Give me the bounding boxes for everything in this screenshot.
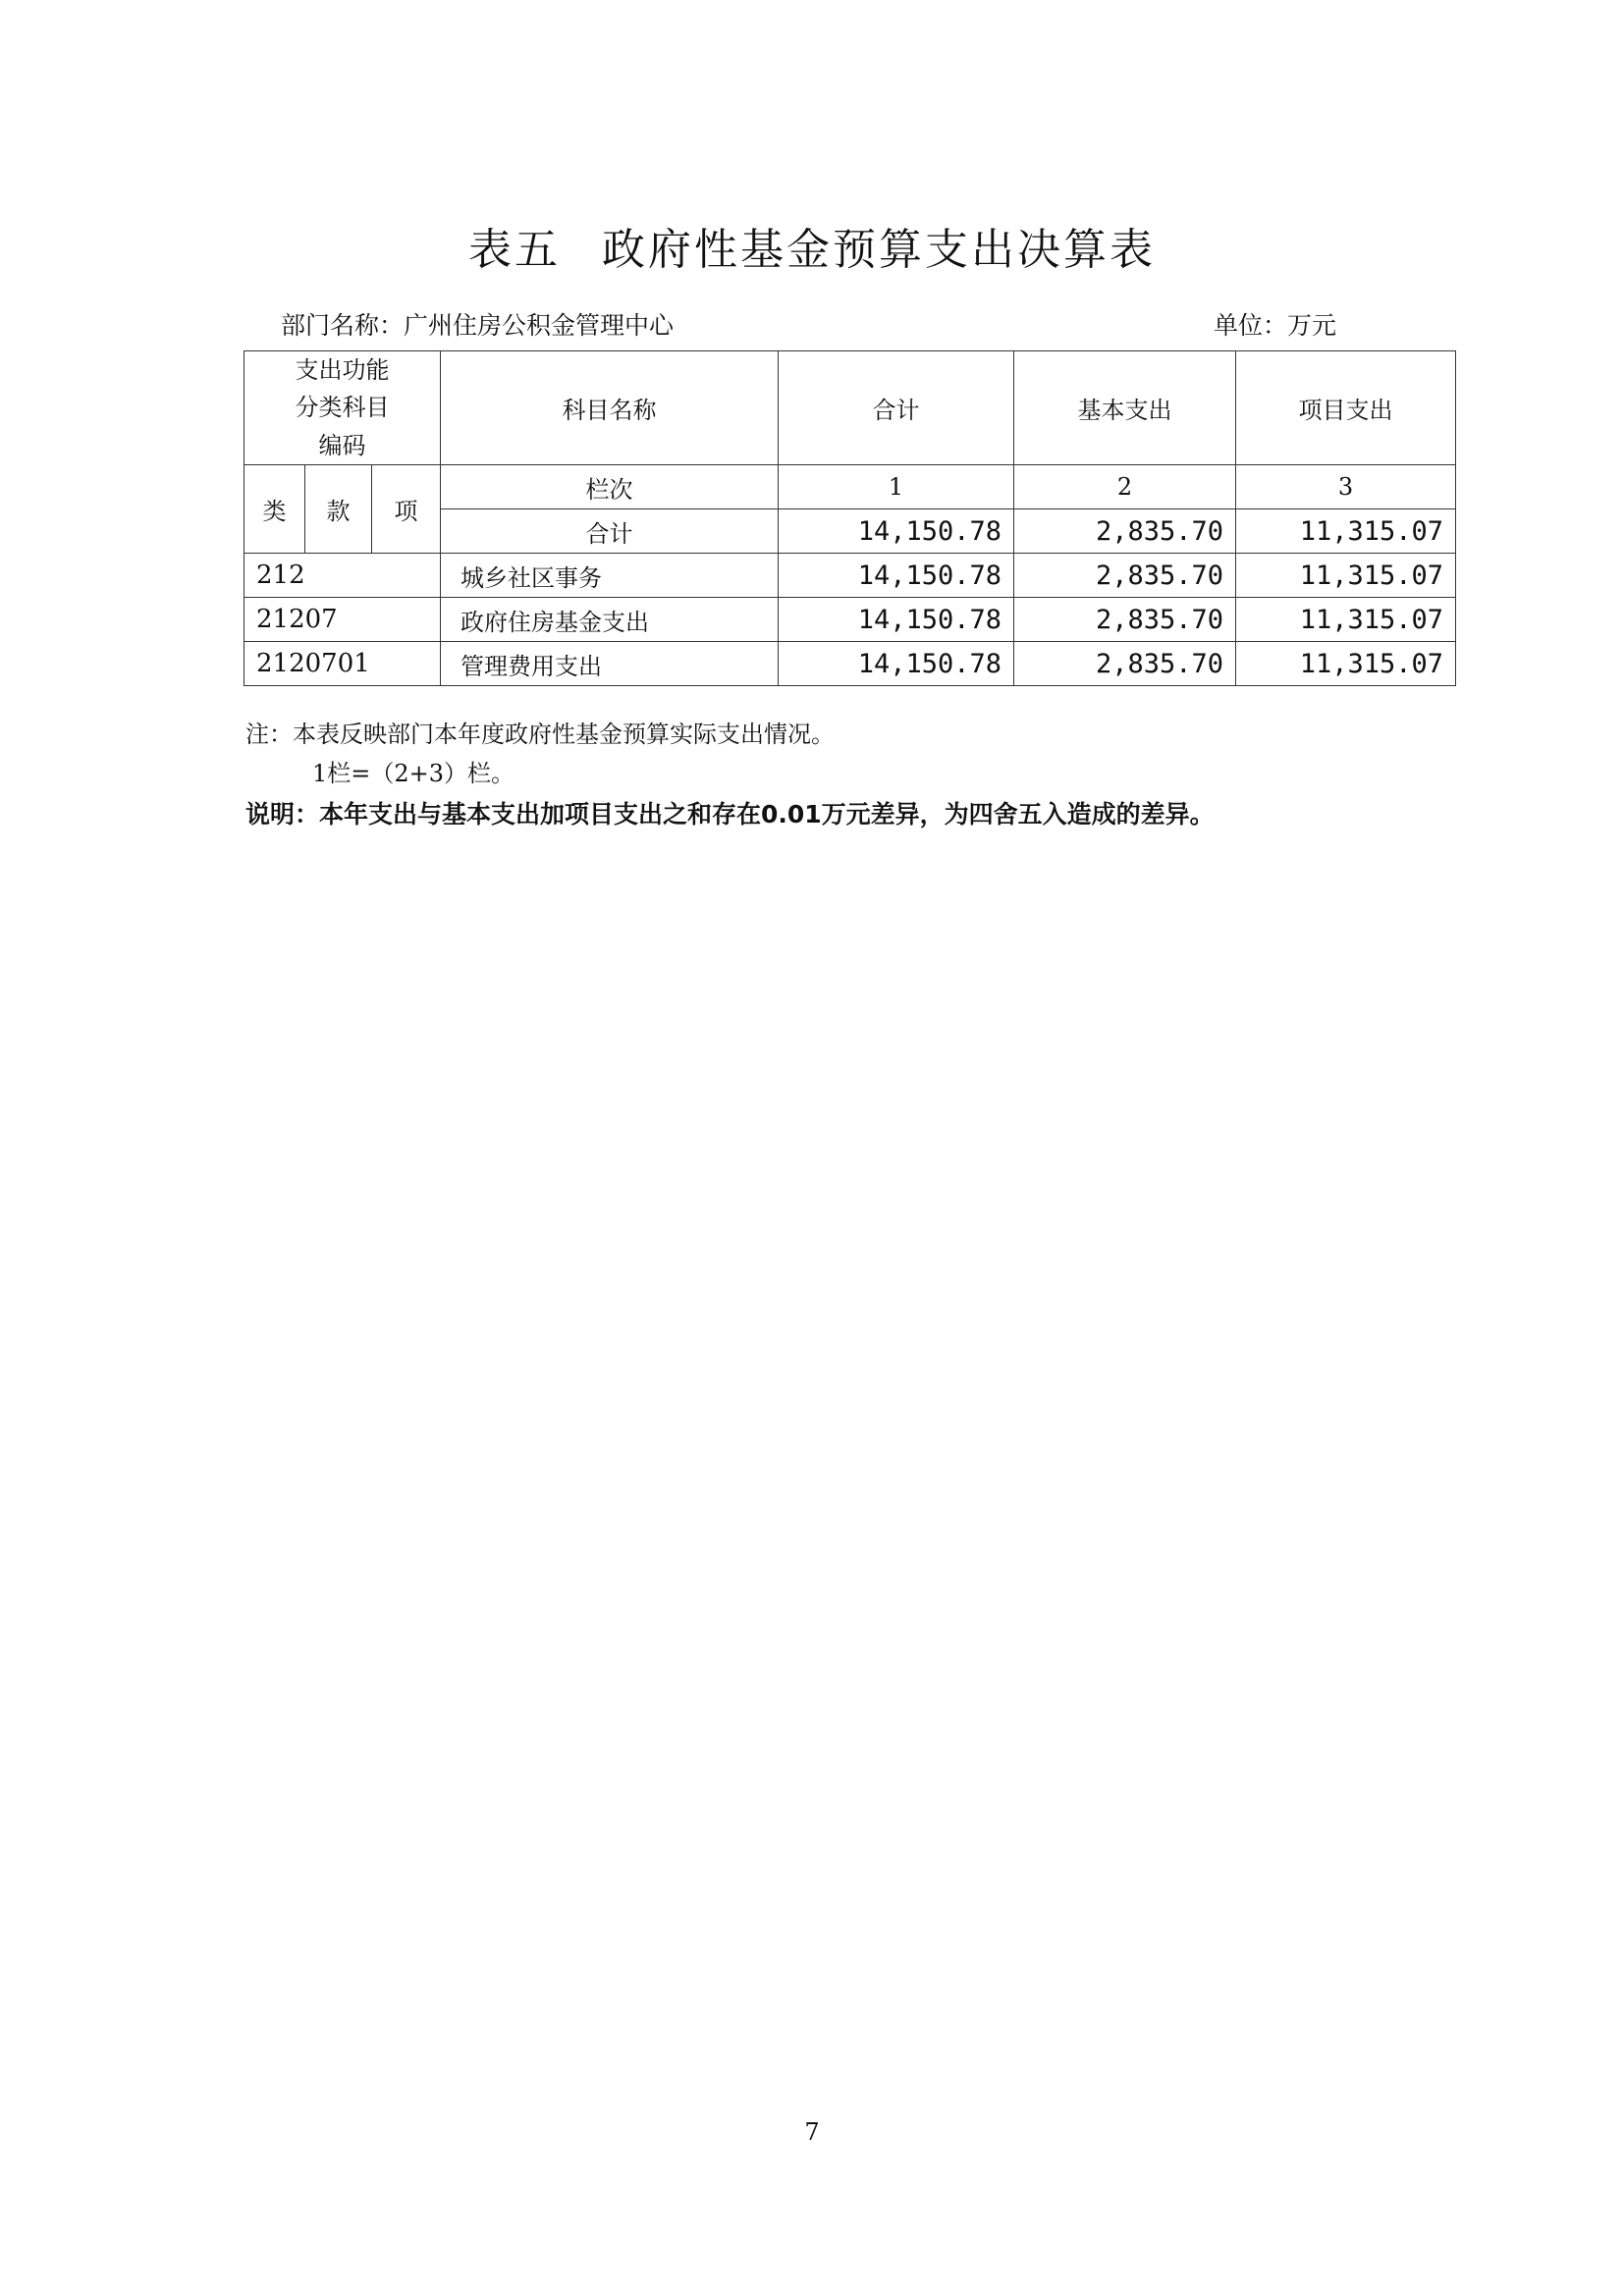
table-row: [244, 554, 1456, 598]
row-basic: 2,835.70: [1014, 554, 1236, 598]
header-project: 项目支出: [1236, 351, 1456, 465]
column-index-label: 栏次: [441, 465, 779, 509]
column-index-row: [244, 465, 1456, 509]
label-lei: 类: [244, 465, 305, 554]
row-basic: 2,835.70: [1014, 598, 1236, 642]
label-xiang: 项: [372, 465, 441, 554]
department-name: 部门名称：广州住房公积金管理中心: [281, 311, 675, 340]
row-total: 14,150.78: [779, 554, 1014, 598]
sum-label: 合计: [441, 509, 779, 554]
row-code: 212: [244, 554, 441, 598]
row-total: 14,150.78: [779, 598, 1014, 642]
unit-label: 单位：万元: [1214, 311, 1337, 340]
title-part2: 政府性基金预算支出决算表: [602, 225, 1156, 275]
page-title: [0, 214, 1624, 277]
column-index-2: 2: [1014, 465, 1236, 509]
title-part1: 表五: [468, 225, 561, 275]
row-name: 管理费用支出: [441, 642, 779, 686]
row-project: 11,315.07: [1236, 642, 1456, 686]
row-basic: 2,835.70: [1014, 642, 1236, 686]
label-kuan: 款: [305, 465, 372, 554]
sum-basic: 2,835.70: [1014, 509, 1236, 554]
formula-note: 1栏=（2+3）栏。: [312, 760, 515, 787]
explanation-note: 说明：本年支出与基本支出加项目支出之和存在0.01万元差异，为四舍五入造成的差异。: [245, 800, 1215, 828]
sum-total: 14,150.78: [779, 509, 1014, 554]
header-total: 合计: [779, 351, 1014, 465]
row-name: 政府住房基金支出: [441, 598, 779, 642]
header-row: [244, 351, 1456, 465]
row-project: 11,315.07: [1236, 554, 1456, 598]
sum-project: 11,315.07: [1236, 509, 1456, 554]
row-total: 14,150.78: [779, 642, 1014, 686]
column-index-1: 1: [779, 465, 1014, 509]
table-row: [244, 598, 1456, 642]
header-basic: 基本支出: [1014, 351, 1236, 465]
row-name: 城乡社区事务: [441, 554, 779, 598]
row-code: 21207: [244, 598, 441, 642]
budget-table: [244, 350, 1456, 686]
page-number: 7: [804, 2118, 820, 2146]
header-code: 支出功能分类科目编码: [244, 351, 441, 465]
row-project: 11,315.07: [1236, 598, 1456, 642]
table-row: [244, 642, 1456, 686]
table-note: 注：本表反映部门本年度政府性基金预算实际支出情况。: [245, 721, 835, 748]
column-index-3: 3: [1236, 465, 1456, 509]
row-code: 2120701: [244, 642, 441, 686]
header-name: 科目名称: [441, 351, 779, 465]
